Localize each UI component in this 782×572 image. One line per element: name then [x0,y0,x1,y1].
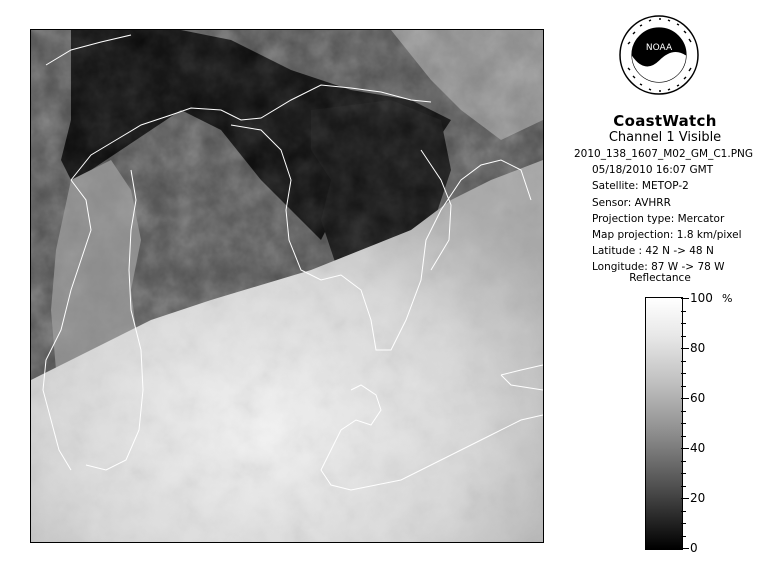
logo-agency: NOAA [645,43,673,53]
colorbar-tick [681,423,686,424]
colorbar-tick [681,411,686,412]
sensor-label: Sensor: AVHRR [592,196,671,209]
colorbar-unit: % [722,292,733,305]
colorbar-tick [681,448,689,449]
colorbar-tick [681,348,689,349]
colorbar-tick [681,536,686,537]
noaa-logo [618,14,700,96]
cloud-texture [31,30,543,542]
colorbar-tick [681,361,686,362]
image-metadata [574,146,753,276]
colorbar-tick [681,486,686,487]
colorbar-tick [681,398,689,399]
colorbar-tick [681,298,689,299]
colorbar-tick-label: 40 [690,441,706,455]
colorbar-tick [681,373,686,374]
colorbar-tick [681,436,686,437]
colorbar-tick [681,473,686,474]
colorbar-tick-label: 20 [690,491,706,505]
colorbar-tick-label: 60 [690,391,706,405]
colorbar-tick [681,461,686,462]
longitude-label: Longitude: 87 W -> 78 W [592,261,725,274]
latitude-label: Latitude : 42 N -> 48 N [592,245,714,258]
colorbar-tick-label: 100 [690,291,713,305]
colorbar-tick [681,311,686,312]
colorbar-tick-label: 80 [690,341,706,355]
satellite-map [31,30,543,542]
filename-label: 2010_138_1607_M02_GM_C1.PNG [574,148,754,160]
colorbar-title: Reflectance [629,272,691,284]
colorbar-tick [681,498,689,499]
colorbar-tick [681,336,686,337]
brand-title: CoastWatch [613,112,717,130]
colorbar-tick [681,511,686,512]
colorbar-tick [681,386,686,387]
projection-label: Projection type: Mercator [592,212,725,225]
satellite-image [30,29,544,543]
datetime-label: 05/18/2010 16:07 GMT [592,164,714,177]
colorbar-tick-label: 0 [690,541,698,555]
resolution-label: Map projection: 1.8 km/pixel [592,229,742,242]
satellite-label: Satellite: METOP-2 [592,180,689,193]
colorbar-tick [681,323,686,324]
channel-label: Channel 1 Visible [608,130,722,145]
colorbar-tick [681,523,686,524]
colorbar-tick [681,548,689,549]
reflectance-colorbar [645,297,683,550]
